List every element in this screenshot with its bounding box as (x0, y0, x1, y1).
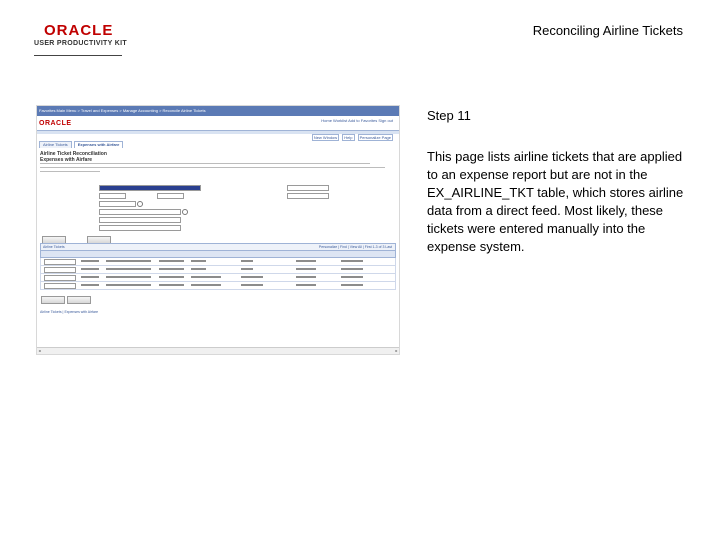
lookup-icon (137, 201, 143, 207)
table-row (40, 282, 396, 290)
scroll-right-icon: ▸ (395, 348, 398, 353)
ps-save-button (41, 296, 65, 304)
row-status-select (44, 283, 76, 289)
row-status-select (44, 275, 76, 281)
ps-nav-links (310, 135, 393, 140)
scroll-left-icon: ◂ (38, 348, 41, 353)
row-status-select (44, 259, 76, 265)
ps-ticket-number-field (99, 225, 181, 231)
ps-employee-id (99, 201, 136, 207)
logo-divider (34, 55, 122, 56)
ps-top-bar (37, 106, 399, 116)
grid-title: Airline Tickets (43, 245, 65, 249)
logo-product: USER PRODUCTIVITY KIT (34, 40, 127, 47)
ps-util-links: Home Worklist Add to Favorites Sign out (321, 118, 393, 123)
grid-column-headers (40, 251, 396, 258)
ps-oracle-logo: ORACLE (39, 120, 72, 127)
ps-results-grid (40, 243, 396, 290)
lookup-icon (182, 209, 188, 215)
ps-notify-button (67, 296, 91, 304)
screenshot-thumbnail (36, 105, 400, 355)
table-row (40, 274, 396, 282)
grid-navigation: Personalize | Find | View All | First 1-3 of 3 Last (318, 245, 392, 249)
ps-date-to (157, 193, 184, 199)
ps-date-from (99, 193, 126, 199)
table-row (40, 266, 396, 274)
ps-horizontal-scrollbar (37, 347, 399, 354)
ps-description-lines (40, 163, 390, 179)
ps-tabs (39, 141, 123, 148)
document-title: Reconciling Airline Tickets (532, 23, 683, 38)
step-title: Step 11 (427, 108, 471, 123)
ps-footer-links: Airline Tickets | Expenses with Airfare (40, 310, 99, 314)
ps-merchant-field (99, 217, 181, 223)
ps-help-link: Help (344, 135, 353, 140)
ps-page-heading: Airline Ticket Reconciliation (40, 151, 107, 157)
ps-page-subheading: Expenses with Airfare (40, 157, 93, 163)
oracle-upk-logo (34, 22, 127, 47)
ps-name-field (99, 209, 181, 215)
ps-field (287, 185, 329, 191)
ps-tab-airline-tickets: Airline Tickets (39, 141, 72, 148)
step-description: This page lists airline tickets that are applied to an expense report but are not in the EX_AIRLINE_TKT table, which stores airline data from a direct feed. Most likely, these tickets were entered manually into the expense system. (427, 149, 684, 254)
logo-brand: ORACLE (44, 22, 114, 39)
ps-breadcrumb: Favorites Main Menu > Travel and Expenses > Manage Accounting > Reconcile Airline Tickets (39, 108, 206, 113)
ps-tab-expenses-with-airfare: Expenses with Airfare (74, 141, 124, 148)
table-row (40, 258, 396, 266)
row-status-select (44, 267, 76, 273)
ps-field (287, 193, 329, 199)
ps-new-window-link: New Window (313, 135, 338, 140)
ps-search-form (37, 183, 399, 243)
ps-personalize-link: Personalize Page (359, 135, 391, 140)
grid-header (40, 243, 396, 251)
ps-business-unit-select (99, 185, 201, 191)
